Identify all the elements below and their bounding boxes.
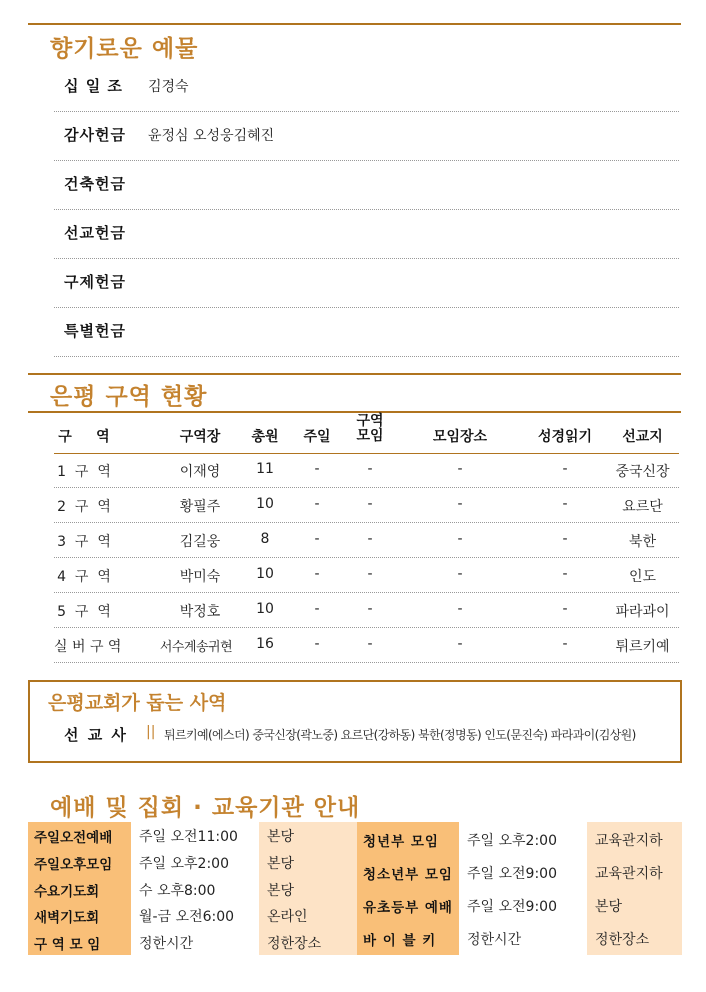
district-row — [54, 593, 679, 628]
district-row — [54, 488, 679, 523]
offering-label: 특별헌금 — [64, 322, 126, 340]
service-time: 주일 오전9:00 — [467, 899, 557, 915]
service-name: 청년부 모임 — [363, 833, 439, 850]
district-cell: 2 구 역 — [57, 499, 111, 515]
district-cell: - — [367, 566, 373, 582]
service-place: 본당 — [595, 899, 623, 915]
district-cell: - — [314, 601, 320, 617]
district-cell: - — [367, 461, 373, 477]
district-header-cell: 선교지 — [622, 429, 663, 445]
district-cell: 8 — [260, 531, 270, 547]
service-name: 구 역 모 임 — [34, 936, 101, 953]
district-cell: 김길웅 — [179, 534, 221, 550]
offering-names: 김경숙 — [148, 79, 189, 95]
service-time: 수 오후8:00 — [139, 882, 216, 899]
district-header-cell: 주일 — [303, 429, 331, 445]
offering-row — [54, 63, 679, 112]
service-name: 유초등부 예배 — [363, 900, 453, 916]
offering-label: 구제헌금 — [64, 273, 126, 291]
offering-row — [54, 112, 679, 161]
service-time: 주일 오후2:00 — [139, 855, 229, 872]
service-time: 월-금 오전6:00 — [139, 909, 235, 926]
offering-label: 선교헌금 — [64, 224, 126, 242]
service-place: 교육관지하 — [595, 832, 663, 849]
offering-label: 감사헌금 — [64, 126, 126, 144]
district-cell: - — [562, 496, 568, 512]
district-cell: - — [562, 461, 568, 477]
service-name: 청소년부 모임 — [363, 866, 453, 883]
district-cell: 황필주 — [179, 499, 221, 515]
district-cell: - — [562, 566, 568, 582]
district-header-cell: 구역장 — [179, 429, 221, 445]
service-name: 바 이 블 키 — [363, 933, 437, 950]
district-cell: 박미숙 — [179, 569, 221, 585]
service-place: 정한장소 — [267, 935, 322, 952]
service-name: 주일오전예배 — [34, 830, 113, 847]
service-time: 정한시간 — [467, 932, 522, 949]
mission-box — [28, 680, 682, 763]
district-cell: - — [457, 496, 463, 512]
district-cell: 중국신장 — [615, 464, 670, 480]
district-cell: 4 구 역 — [57, 569, 111, 585]
district-cell: - — [457, 531, 463, 547]
district-cell: 실 버 구 역 — [54, 639, 122, 655]
service-place: 본당 — [267, 882, 295, 899]
offering-names: 윤정심 오성웅김혜진 — [148, 128, 275, 144]
service-time: 정한시간 — [139, 935, 194, 952]
district-row — [54, 628, 679, 663]
district-cell: - — [314, 531, 320, 547]
district-cell: - — [562, 636, 568, 652]
service-place: 온라인 — [267, 909, 308, 926]
district-cell: - — [457, 566, 463, 582]
mission-label: 선 교 사 — [64, 726, 128, 744]
district-cell: - — [562, 531, 568, 547]
district-cell: 요르단 — [622, 499, 663, 515]
district-cell: - — [314, 496, 320, 512]
district-header-cell: 구역 모임 — [356, 413, 384, 444]
district-header-rule — [28, 411, 681, 413]
district-cell: 인도 — [628, 569, 657, 585]
district-title: 은평 구역 현황 — [50, 384, 208, 410]
district-cell: 11 — [256, 461, 274, 477]
district-cell: - — [367, 531, 373, 547]
service-name: 새벽기도회 — [34, 910, 100, 927]
offering-title: 향기로운 예물 — [50, 36, 199, 62]
district-cell: 서수계송귀현 — [159, 640, 233, 655]
district-cell: - — [367, 636, 373, 652]
services-title: 예배 및 집회 · 교육기관 안내 — [50, 795, 361, 821]
district-header-cell: 모임장소 — [432, 429, 488, 445]
district-row — [54, 558, 679, 593]
offering-row — [54, 210, 679, 259]
district-cell: 10 — [256, 496, 274, 512]
district-row — [54, 523, 679, 558]
service-time: 주일 오후2:00 — [467, 832, 557, 849]
district-cell: - — [314, 636, 320, 652]
district-cell: - — [457, 461, 463, 477]
district-cell: 3 구 역 — [57, 534, 111, 550]
district-cell: 튀르키예 — [615, 639, 670, 655]
mission-separator: || — [146, 724, 156, 740]
top-rule — [28, 23, 681, 25]
district-header-cell: 구 역 — [58, 429, 110, 445]
district-row — [54, 453, 679, 488]
district-cell: 1 구 역 — [57, 464, 111, 480]
district-header-cell: 총원 — [251, 429, 279, 445]
district-top-rule — [28, 373, 681, 375]
district-cell: - — [314, 461, 320, 477]
offering-row — [54, 161, 679, 210]
district-cell: - — [367, 496, 373, 512]
district-cell: 10 — [256, 601, 274, 617]
offering-row — [54, 259, 679, 308]
district-cell: - — [457, 636, 463, 652]
mission-title: 은평교회가 돕는 사역 — [48, 692, 227, 714]
district-cell: 박정호 — [179, 604, 221, 620]
service-place: 본당 — [267, 829, 295, 846]
district-cell: 파라과이 — [615, 604, 670, 620]
district-cell: - — [314, 566, 320, 582]
service-time: 주일 오전11:00 — [139, 829, 238, 846]
service-name: 주일오후모임 — [34, 856, 113, 873]
district-cell: - — [457, 601, 463, 617]
service-time: 주일 오전9:00 — [467, 865, 557, 882]
district-cell: - — [562, 601, 568, 617]
district-header-cell: 성경읽기 — [537, 429, 593, 445]
offering-row — [54, 308, 679, 357]
service-place: 교육관지하 — [595, 865, 663, 882]
service-name: 수요기도회 — [34, 883, 100, 900]
offering-label: 건축헌금 — [64, 175, 126, 193]
offering-label: 십 일 조 — [64, 77, 123, 95]
district-cell: 북한 — [628, 534, 657, 550]
mission-text: 튀르키예(에스더) 중국신장(곽노중) 요르단(강하동) 북한(정명동) 인도(문진숙) 파라과이(김상원) — [164, 728, 636, 742]
district-cell: 10 — [256, 566, 274, 582]
district-cell: 5 구 역 — [57, 604, 111, 620]
district-cell: 16 — [256, 636, 274, 652]
service-place: 정한장소 — [595, 932, 650, 949]
district-cell: - — [367, 601, 373, 617]
service-place: 본당 — [267, 855, 295, 872]
district-cell: 이재영 — [179, 464, 221, 480]
